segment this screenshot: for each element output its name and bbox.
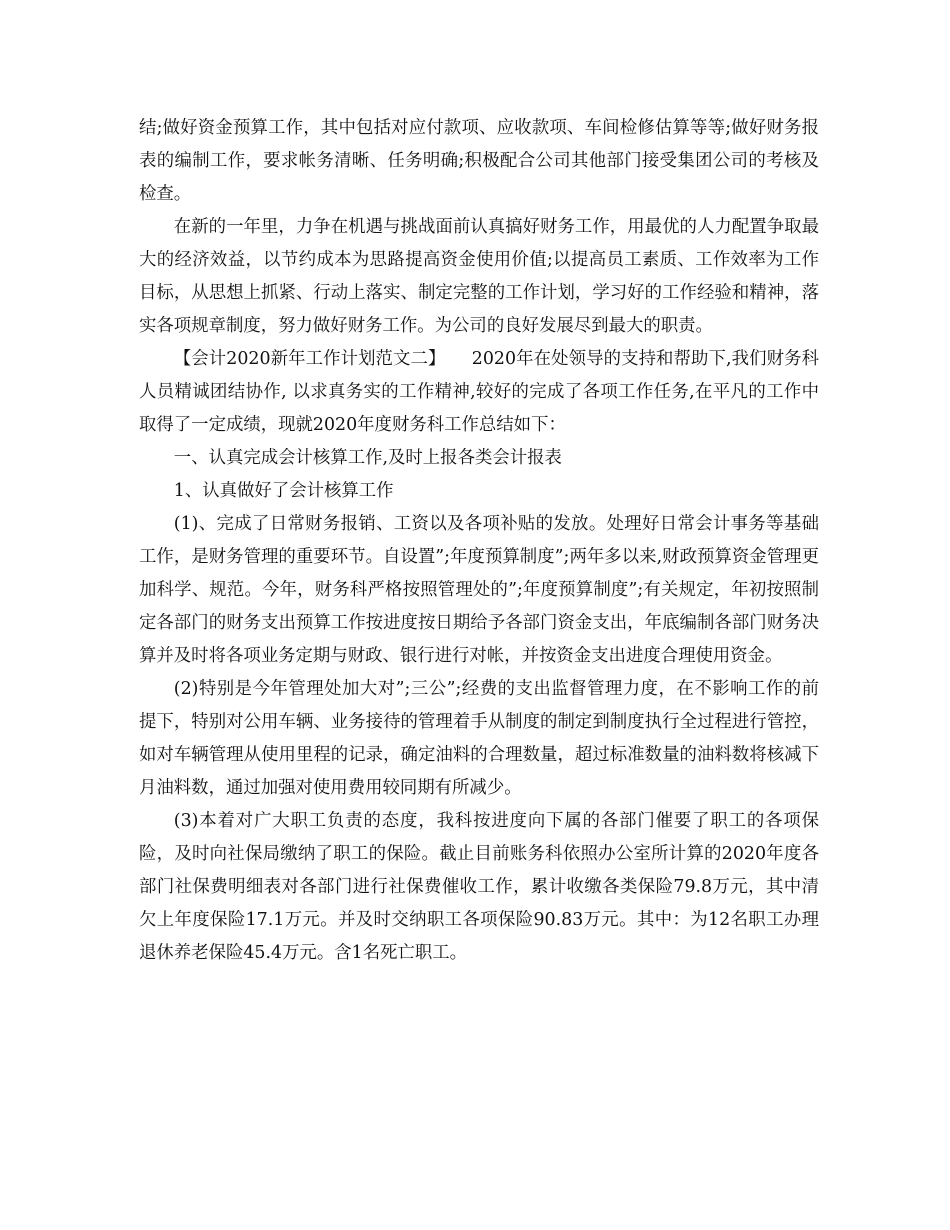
paragraph-item-1: (1)、完成了日常财务报销、工资以及各项补贴的发放。处理好日常会计事务等基础工作，是财务管理的重要环节。自设置”;年度预算制度”;两年多以来,财政预算资金管理更加科学、规范。今年，财务科严格按照管理处的”;年度预算制度”;有关规定，年初按照制定各部门的财务支出预算工作按进度按日期给予各部门资金支出，年底编制各部门财务决算并及时将各项业务定期与财政、银行进行对帐，并按资金支出进度合理使用资金。 xyxy=(139,514,819,666)
paragraph-2: 在新的一年里，力争在机遇与挑战面前认真搞好财务工作，用最优的人力配置争取最大的经济效益，以节约成本为思路提高资金使用价值;以提高员工素质、工作效率为工作目标，从思想上抓紧、行动上落实、制定完整的工作计划，学习好的工作经验和精神，落实各项规章制度，努力做好财务工作。为公司的良好发展尽到最大的职责。 xyxy=(139,217,819,336)
paragraph-item-2: (2)特别是今年管理处加大对”;三公”;经费的支出监督管理力度，在不影响工作的前提下，特别对公用车辆、业务接待的管理着手从制度的制定到制度执行全过程进行管控，如对车辆管理从使用里程的记录，确定油料的合理数量，超过标准数量的油料数将核减下月油料数，通过加强对使用费用较同期有所减少。 xyxy=(139,679,819,798)
paragraph-3: 【会计2020新年工作计划范文二】 2020年在处领导的支持和帮助下,我们财务科人员精诚团结协作, 以求真务实的工作精神,较好的完成了各项工作任务,在平凡的工作中取得了一定成绩，现就2020年度财务科工作总结如下： xyxy=(139,349,819,435)
section-heading-1: 一、认真完成会计核算工作,及时上报各类会计报表 xyxy=(173,448,562,468)
paragraph-item-3: (3)本着对广大职工负责的态度，我科按进度向下属的各部门催要了职工的各项保险，及时向社保局缴纳了职工的保险。截止目前账务科依照办公室所计算的2020年度各部门社保费明细表对各部门进行社保费催收工作，累计收缴各类保险79.8万元，其中清欠上年度保险17.1万元。并及时交纳职工各项保险90.83万元。其中：为12名职工办理退休养老保险45.4万元。含1名死亡职工。 xyxy=(139,811,819,963)
document-page xyxy=(139,112,819,970)
subsection-heading-1: 1、认真做好了会计核算工作 xyxy=(173,481,394,501)
paragraph-1: 结;做好资金预算工作，其中包括对应付款项、应收款项、车间检修估算等等;做好财务报表的编制工作，要求帐务清晰、任务明确;积极配合公司其他部门接受集团公司的考核及检查。 xyxy=(139,118,819,204)
